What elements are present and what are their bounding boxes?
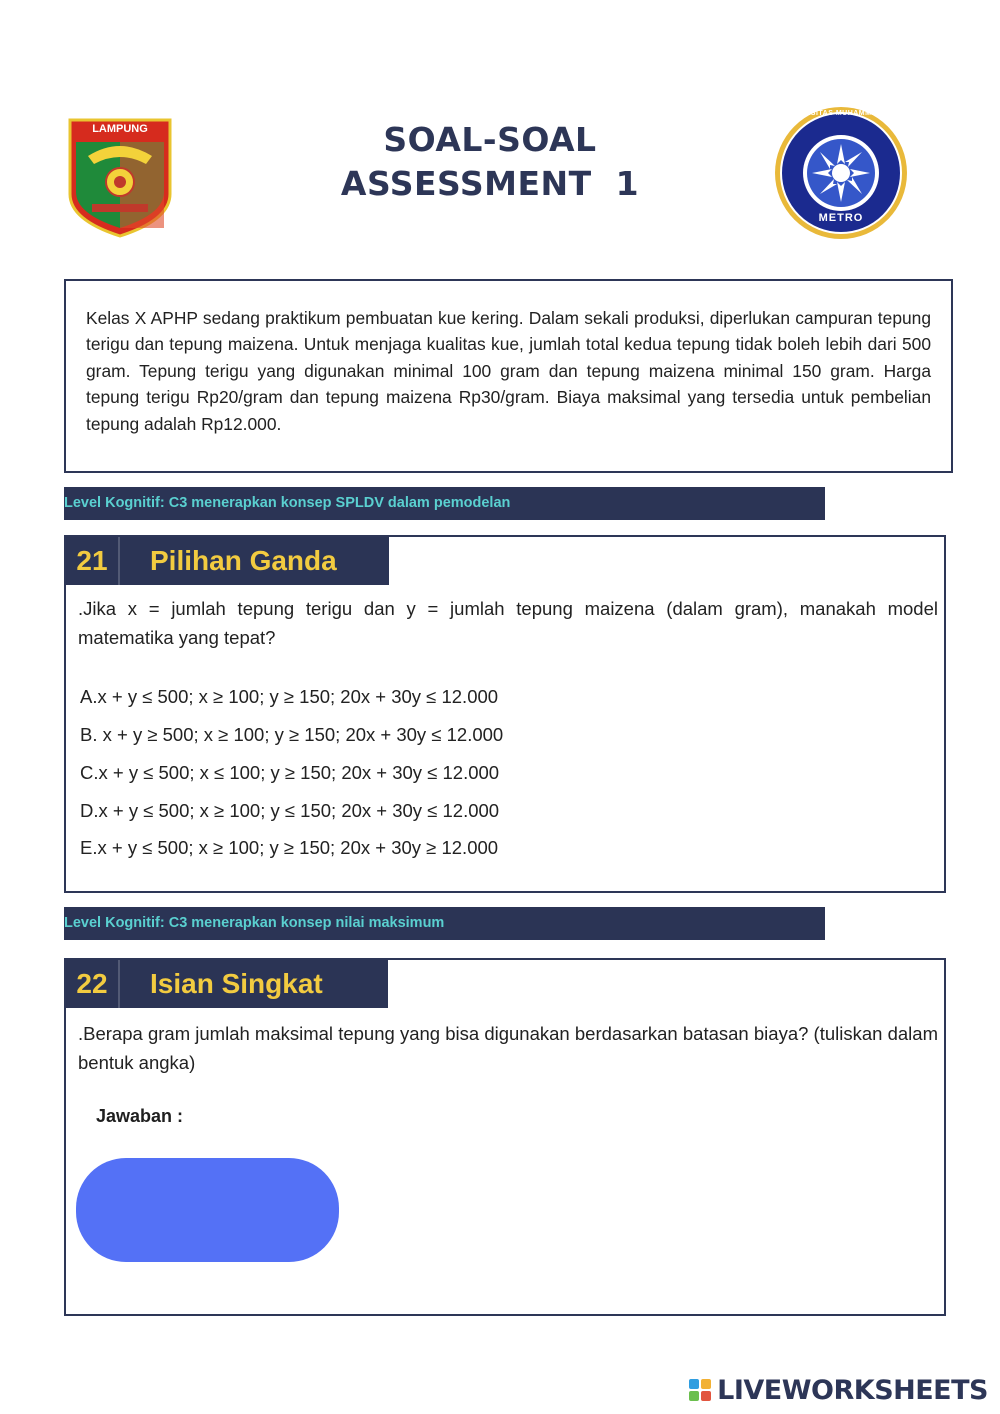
question-21-number: 21 bbox=[66, 537, 120, 585]
question-21-header bbox=[66, 537, 389, 585]
level-bar-q22: Level Kognitif: C3 menerapkan konsep nilai maksimum bbox=[64, 907, 825, 940]
liveworksheets-brand[interactable] bbox=[689, 1374, 988, 1406]
option-c[interactable]: C.x + y ≤ 500; x ≤ 100; y ≥ 150; 20x + 30y ≤ 12.000 bbox=[80, 762, 500, 783]
question-22-text: .Berapa gram jumlah maksimal tepung yang bisa digunakan berdasarkan batasan biaya? (tuliskan dalam bentuk angka) bbox=[78, 1023, 938, 1073]
university-logo-subtext: METRO bbox=[818, 212, 864, 224]
option-d[interactable]: D.x + y ≤ 500; x ≥ 100; y ≤ 150; 20x + 30y ≤ 12.000 bbox=[80, 800, 500, 821]
story-box bbox=[64, 279, 953, 473]
question-21-text: .Jika x = jumlah tepung terigu dan y = jumlah tepung maizena (dalam gram), manakah model matematika yang tepat? bbox=[78, 598, 938, 648]
title-line-2: ASSESSMENT 1 bbox=[340, 164, 640, 203]
page-title bbox=[300, 118, 680, 206]
university-logo-text: UNIVERSITAS MUHAMMADIYAH bbox=[781, 110, 901, 117]
answer-input[interactable] bbox=[76, 1158, 339, 1262]
answer-label: Jawaban : bbox=[96, 1106, 184, 1126]
liveworksheets-icon bbox=[689, 1379, 711, 1401]
question-21-type: Pilihan Ganda bbox=[150, 545, 337, 576]
question-22-type: Isian Singkat bbox=[150, 968, 323, 999]
title-line-1: SOAL-SOAL bbox=[383, 120, 597, 159]
level-bar-q21: Level Kognitif: C3 menerapkan konsep SPLDV dalam pemodelan bbox=[64, 487, 825, 520]
question-22-box bbox=[64, 958, 946, 1316]
lampung-logo-text: LAMPUNG bbox=[92, 123, 148, 135]
liveworksheets-text: LIVEWORKSHEETS bbox=[717, 1374, 988, 1406]
question-22-header bbox=[66, 960, 388, 1008]
university-logo bbox=[772, 104, 910, 242]
option-e[interactable]: E.x + y ≤ 500; x ≥ 100; y ≥ 150; 20x + 30y ≥ 12.000 bbox=[80, 837, 499, 858]
question-22-number: 22 bbox=[66, 960, 120, 1008]
option-b[interactable]: B. x + y ≥ 500; x ≥ 100; y ≥ 150; 20x + 30y ≤ 12.000 bbox=[80, 724, 504, 745]
story-text: Kelas X APHP sedang praktikum pembuatan kue kering. Dalam sekali produksi, diperlukan campuran tepung terigu dan tepung maizena. Untuk menjaga kualitas kue, jumlah total kedua tepung tidak boleh lebih dari 500 gram. Tepung terigu yang digunakan minimal 100 gram dan tepung maizena minimal 150 gram. Harga tepung terigu Rp20/gram dan tepung maizena Rp30/gram. Biaya maksimal yang tersedia untuk pembelian tepung adalah Rp12.000. bbox=[86, 308, 931, 434]
lampung-logo bbox=[66, 116, 174, 238]
option-a[interactable]: A.x + y ≤ 500; x ≥ 100; y ≥ 150; 20x + 30y ≤ 12.000 bbox=[80, 686, 499, 707]
question-21-box bbox=[64, 535, 946, 893]
